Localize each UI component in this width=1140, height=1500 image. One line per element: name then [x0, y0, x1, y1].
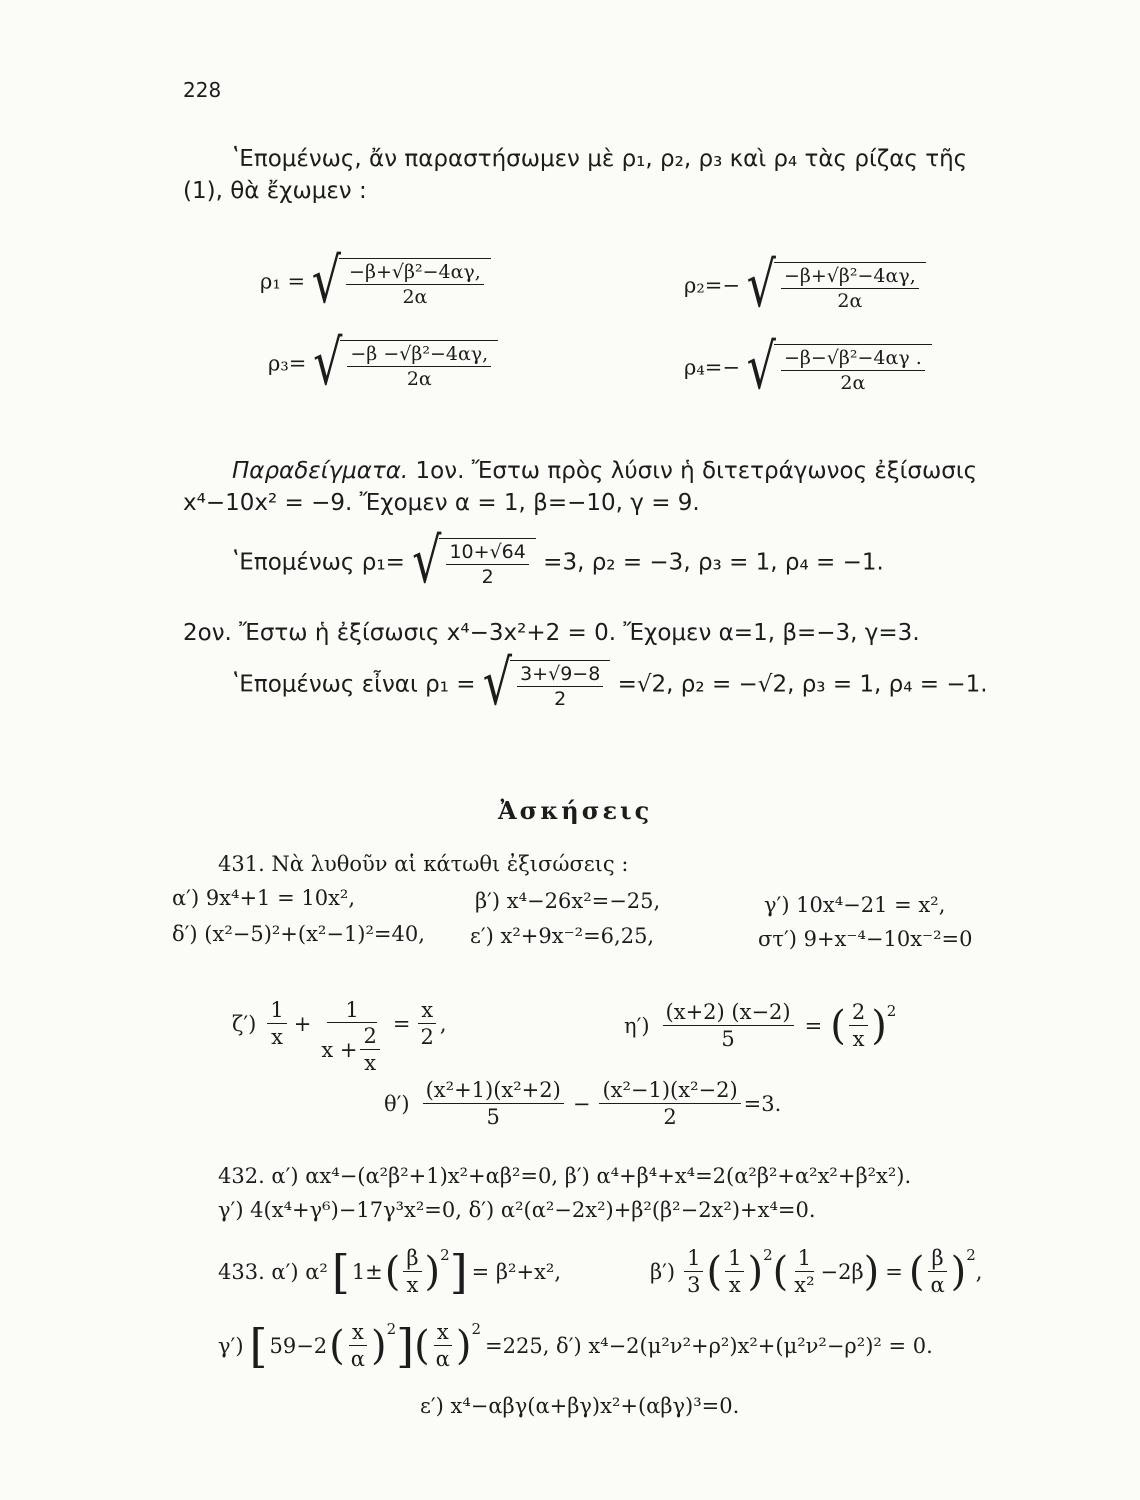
example-2-denominator: 2 — [554, 688, 567, 710]
ex431-th-label: θ′) — [384, 1091, 410, 1116]
ex433-a: 433. α′) α² [ 1± ( $\frac{\beta}{x}$ ) $^2$ ] = β²+x², — [218, 1244, 562, 1299]
ex431-b: β′) x⁴−26x²=−25, — [475, 889, 661, 913]
example-1-numerator: 10+√64 — [446, 541, 528, 565]
rho2-radical: √ $\frac{\text{−β+√β²−4αγ,}}{2\alpha}$ — [747, 262, 926, 312]
z-frac1-num: 1 — [267, 998, 286, 1024]
example-2-line: 2ον. Ἔστω ἡ ἐξίσωσις x⁴−3x²+2 = 0. Ἔχομεν α=1, β=−3, γ=3. — [183, 620, 920, 646]
ex431-e: ε′) x²+9x⁻²=6,25, — [470, 924, 655, 948]
h-exponent: 2 — [886, 1002, 897, 1020]
ex431-c: γ′) 10x⁴−21 = x², — [764, 893, 946, 917]
b-alpha: α — [930, 1273, 945, 1297]
b-x2: x² — [794, 1273, 815, 1297]
h-num: (x+2) (x−2) — [663, 1000, 794, 1026]
ex432-line-2: γ′) 4(x⁴+γ⁶)−17γ³x²=0, δ′) α²(α²−2x²)+β²(β²−2x²)+x⁴=0. — [218, 1198, 816, 1222]
ex431-h-rhs — [849, 1000, 868, 1051]
ex433-b-label: β′) — [650, 1259, 676, 1284]
rho4-numerator: −β−√β²−4αγ . — [781, 347, 925, 371]
rho3-numerator: −β −√β²−4αγ, — [347, 343, 491, 367]
example-2-numerator: 3+√9−8 — [517, 663, 603, 687]
ex433-g: γ′) [ 59−2 ( $\frac{x}{\alpha}$ ) $^2$ ] ( $\frac{x}{\alpha}$ ) $^2$ =225, δ′) x⁴−2(μ²ν²+ρ²)x²+(μ²ν²−ρ²)² = 0. — [218, 1318, 933, 1373]
ex433-b: β′) $\frac{1}{3}$ ( $\frac{1}{x}$ ) $^2$ ( $\frac{1}{\text{x²}}$ −2β ) = ( $\frac{\beta}{\alpha}$ ) $^2$ , — [650, 1246, 983, 1297]
example-1-equation: x⁴−10x² = −9. Ἔχομεν α = 1, β=−10, γ = 9. — [183, 490, 700, 516]
th-end: =3. — [743, 1091, 782, 1116]
z-inner-num: 2 — [360, 1024, 379, 1050]
g-alpha-2: α — [435, 1347, 450, 1371]
rho3-denominator: 2α — [406, 368, 432, 390]
ex431-d: δ′) (x²−5)²+(x²−1)²=40, — [172, 922, 425, 946]
h-rhs-num: 2 — [849, 1000, 868, 1026]
b-one: 1 — [684, 1246, 703, 1272]
g-x-2: x — [434, 1320, 452, 1346]
rho4-denominator: 2α — [840, 372, 866, 394]
b-equals: = — [885, 1259, 903, 1284]
rho2-numerator: −β+√β²−4αγ, — [781, 265, 919, 289]
ex431-z-label: ζ′) — [232, 1011, 257, 1036]
example-1-therefore: ʽΕπομένως ρ₁= — [232, 549, 405, 576]
z-end: , — [439, 1011, 447, 1036]
z-equals: = — [392, 1011, 411, 1036]
ex431-z-frac1 — [267, 998, 286, 1049]
z-frac2-num: 1 — [327, 998, 376, 1023]
ex431-th-frac2 — [599, 1078, 740, 1129]
rho1-radical: √ $\frac{\text{−β+√β²−4αγ,}}{2\alpha}$ — [312, 258, 491, 308]
ex432-line-1: 432. α′) αx⁴−(α²β²+1)x²+αβ²=0, β′) α⁴+β⁴+x⁴=2(α²β²+α²x²+β²x²). — [218, 1164, 912, 1188]
ex431-h-frac — [663, 1000, 794, 1051]
root-rho4 — [684, 329, 932, 403]
z-inner-den: x — [364, 1051, 377, 1075]
exercises-heading: Ἀσκήσεις — [498, 796, 653, 825]
b-one-3: 1 — [795, 1246, 814, 1272]
b-x: x — [728, 1273, 741, 1297]
ex431-th-frac1 — [423, 1078, 564, 1129]
z-frac2-xplus: x + — [321, 1037, 358, 1062]
examples-title: Παραδείγματα. — [232, 458, 409, 484]
ex431-z-frac2 — [318, 998, 386, 1075]
example-2-result — [232, 645, 988, 719]
ex431-intro: 431. Νὰ λυθοῦν αἱ κάτωθι ἐξισώσεις : — [218, 852, 629, 876]
ex433-a-inner: 1± — [351, 1259, 383, 1284]
b-end: , — [975, 1259, 983, 1284]
rho4-label: ρ₄=− — [684, 355, 740, 380]
z-rhs-den: 2 — [420, 1025, 434, 1049]
root-rho2 — [684, 247, 926, 321]
example-2-therefore: ʽΕπομένως εἶναι ρ₁ = — [232, 671, 476, 698]
example-2-radical: √ $\frac{3+√9-8}{2}$ — [483, 660, 611, 710]
th-den2: 2 — [663, 1105, 677, 1129]
b-beta: β — [928, 1246, 946, 1272]
th-num2: (x²−1)(x²−2) — [599, 1078, 740, 1104]
ex431-z: ζ′) $\frac{1}{x}$ + 1 x + $\frac{2}{x}$ = $\frac{x}{2}$ , — [232, 998, 447, 1075]
h-equals: = — [804, 1013, 823, 1038]
intro-line-2: (1), θὰ ἔχωμεν : — [183, 178, 367, 204]
example-2-values: =√2, ρ₂ = −√2, ρ₃ = 1, ρ₄ = −1. — [617, 671, 988, 698]
example-1-values: =3, ρ₂ = −3, ρ₃ = 1, ρ₄ = −1. — [543, 549, 884, 576]
ex431-h-label: η′) — [624, 1013, 650, 1038]
ex433-label: 433. α′) α² — [218, 1259, 328, 1284]
examples-line-1 — [232, 458, 977, 484]
rho1-label: ρ₁ = — [260, 269, 306, 294]
ex431-a: α′) 9x⁴+1 = 10x², — [172, 886, 356, 910]
g-alpha: α — [350, 1347, 365, 1371]
intro-line-1: ʽΕπομένως, ἄν παραστήσωμεν μὲ ρ₁, ρ₂, ρ₃ καὶ ρ₄ τὰς ρίζας τῆς — [232, 146, 968, 172]
th-minus: − — [572, 1091, 591, 1116]
ex433-g-inner: 59−2 — [269, 1333, 328, 1358]
th-den1: 5 — [486, 1105, 500, 1129]
example-1-denominator: 2 — [481, 566, 494, 588]
rho4-radical: √ $\frac{\text{−β−√β²−4αγ .}}{2\alpha}$ — [747, 344, 932, 394]
a-x: x — [406, 1273, 419, 1297]
z-rhs-num: x — [418, 998, 436, 1024]
root-rho1 — [260, 243, 491, 317]
rho3-radical: √ $\frac{\text{−β −√β²−4αγ,}}{2\alpha}$ — [313, 340, 498, 390]
th-num1: (x²+1)(x²+2) — [423, 1078, 564, 1104]
ex433-g-rest: =225, δ′) x⁴−2(μ²ν²+ρ²)x²+(μ²ν²−ρ²)² = 0. — [485, 1333, 933, 1358]
ex431-th — [384, 1078, 781, 1129]
example-1-result — [232, 523, 884, 597]
z-frac1-den: x — [271, 1025, 283, 1049]
page-number: 228 — [183, 78, 222, 102]
ex433-a-rhs: = β²+x², — [471, 1259, 562, 1284]
h-rhs-den: x — [852, 1027, 865, 1051]
g-x: x — [349, 1320, 367, 1346]
example-1-text: 1ον. Ἔστω πρὸς λύσιν ἡ διτετράγωνος ἐξίσωσις — [408, 458, 978, 484]
rho1-numerator: −β+√β²−4αγ, — [346, 261, 484, 285]
ex431-h: η′) $\frac{(x+2) (x-2)}{5}$ = ( $\frac{2}{x}$ ) $^2$ — [624, 1000, 897, 1051]
rho2-label: ρ₂=− — [684, 273, 740, 298]
ex431-z-rhs — [417, 998, 436, 1049]
ex431-st: στ′) 9+x⁻⁴−10x⁻²=0 — [758, 927, 973, 951]
rho2-denominator: 2α — [837, 290, 863, 312]
h-den: 5 — [721, 1027, 735, 1051]
b-three: 3 — [687, 1273, 701, 1297]
ex433-g-label: γ′) — [218, 1333, 244, 1358]
ex433-a-frac — [403, 1246, 421, 1297]
b-one-2: 1 — [725, 1246, 744, 1272]
root-rho3 — [268, 325, 498, 399]
b-minus: −2β — [820, 1259, 864, 1284]
example-1-radical: √ $\frac{10+√64}{2}$ — [412, 538, 536, 588]
ex433-e: ε′) x⁴−αβγ(α+βγ)x²+(αβγ)³=0. — [420, 1394, 740, 1418]
a-beta: β — [403, 1246, 421, 1272]
rho1-denominator: 2α — [402, 286, 428, 308]
rho3-label: ρ₃= — [268, 351, 307, 376]
